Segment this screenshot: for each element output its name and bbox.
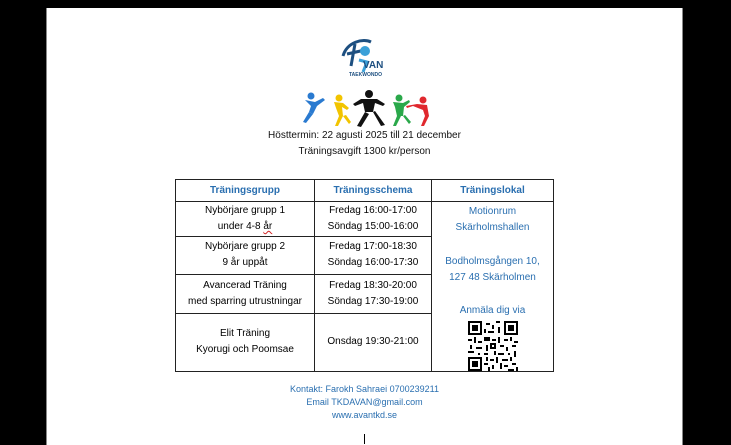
group-detail: Kyorugi och Poomsae [196,344,294,356]
venue-hall: Skärholmshallen [455,222,530,233]
fighters-illustration [301,88,431,128]
logo-subtext: TAEKWONDO [349,72,382,78]
schedule-cell [315,313,432,371]
venue-postcode: 127 48 Skärholmen [449,272,536,283]
schedule-line: Söndag 16:00-17:30 [327,257,419,269]
email-line[interactable]: Email TKDAVAN@gmail.com [306,397,423,407]
location-cell [432,202,554,372]
schedule-cell [315,236,432,274]
training-fee: Träningsavgift 1300 kr/person [298,146,431,157]
signup-label: Anmäla dig via [459,305,526,316]
group-name: Avancerad Träning [203,279,287,291]
header-training-schedule: Träningsschema [315,180,432,202]
header-training-group: Träningsgrupp [176,180,315,202]
schedule-line: Söndag 17:30-19:00 [327,295,419,307]
schedule-line: Onsdag 19:30-21:00 [327,336,419,348]
schedule-line: Söndag 15:00-16:00 [327,220,419,232]
group-cell [176,274,315,313]
group-age: 9 år uppåt [222,257,268,269]
avan-taekwondo-logo [337,36,399,78]
group-name: Nybörjare grupp 2 [204,241,286,253]
schedule-line: Fredag 16:00-17:00 [329,204,417,216]
group-name: Nybörjare grupp 1 [204,204,286,216]
header-training-location: Träningslokal [432,180,554,202]
group-detail: med sparring utrustningar [188,295,302,307]
venue-address: Bodholmsgången 10, [445,256,540,267]
website-link[interactable]: www.avantkd.se [331,410,398,420]
yellow-fighter-icon [334,95,351,127]
schedule-line: Fredag 17:00-18:30 [329,241,417,253]
contact-line: Kontakt: Farokh Sahraei 0700239211 [290,384,439,394]
venue-name: Motionrum [468,206,517,217]
logo-text: VAN [363,60,384,71]
term-dates: Hösttermin: 22 agusti 2025 till 21 december [268,130,461,141]
qr-code[interactable] [468,321,518,371]
green-fighter-icon [393,95,411,127]
text-cursor [364,434,365,444]
table-header-row [176,180,554,202]
schedule-cell [315,274,432,313]
document-page [46,8,683,445]
schedule-line: Fredag 18:30-20:00 [329,279,417,291]
group-name: Elit Träning [219,328,271,340]
black-fighter-icon [353,90,385,127]
group-cell [176,313,315,371]
blue-fighter-icon [303,93,325,124]
group-age: under 4-8 år [217,220,273,232]
schedule-table [175,179,554,372]
table-row [176,202,554,237]
group-cell [176,202,315,237]
schedule-cell [315,202,432,237]
group-cell [176,236,315,274]
